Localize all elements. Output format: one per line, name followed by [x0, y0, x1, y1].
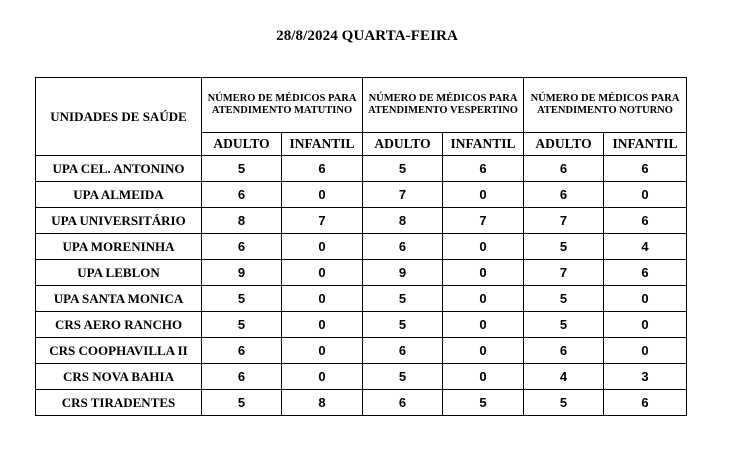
- count-cell: 8: [282, 390, 363, 416]
- sub-header-child: INFANTIL: [443, 133, 524, 156]
- table-row: [36, 182, 687, 208]
- sub-header-child: INFANTIL: [604, 133, 687, 156]
- count-cell: 9: [363, 260, 443, 286]
- count-cell: 6: [363, 338, 443, 364]
- count-cell: 6: [604, 390, 687, 416]
- count-cell: 7: [524, 260, 604, 286]
- sub-header-child: INFANTIL: [282, 133, 363, 156]
- unit-name-cell: UPA UNIVERSITÁRIO: [36, 208, 202, 234]
- count-cell: 0: [282, 182, 363, 208]
- count-cell: 0: [604, 182, 687, 208]
- count-cell: 5: [202, 312, 282, 338]
- table-row: [36, 338, 687, 364]
- page-title: 28/8/2024 QUARTA-FEIRA: [276, 28, 458, 44]
- unit-name-cell: CRS COOPHAVILLA II: [36, 338, 202, 364]
- unit-name-cell: UPA ALMEIDA: [36, 182, 202, 208]
- count-cell: 7: [363, 182, 443, 208]
- count-cell: 5: [443, 390, 524, 416]
- count-cell: 0: [604, 312, 687, 338]
- count-cell: 0: [443, 338, 524, 364]
- count-cell: 8: [363, 208, 443, 234]
- count-cell: 0: [443, 182, 524, 208]
- count-cell: 0: [443, 286, 524, 312]
- unit-name-cell: UPA CEL. ANTONINO: [36, 156, 202, 182]
- count-cell: 6: [524, 156, 604, 182]
- unit-name-cell: CRS TIRADENTES: [36, 390, 202, 416]
- count-cell: 0: [282, 338, 363, 364]
- count-cell: 7: [282, 208, 363, 234]
- count-cell: 5: [363, 156, 443, 182]
- count-cell: 5: [524, 234, 604, 260]
- count-cell: 5: [202, 156, 282, 182]
- sub-header-adult: ADULTO: [524, 133, 604, 156]
- count-cell: 7: [524, 208, 604, 234]
- unit-name-cell: UPA LEBLON: [36, 260, 202, 286]
- night-shift-header: NÚMERO DE MÉDICOS PARA ATENDIMENTO NOTURNO: [524, 78, 687, 133]
- count-cell: 6: [363, 234, 443, 260]
- count-cell: 6: [202, 234, 282, 260]
- unit-name-cell: CRS NOVA BAHIA: [36, 364, 202, 390]
- count-cell: 5: [524, 312, 604, 338]
- header-row: [36, 78, 687, 133]
- table-row: [36, 156, 687, 182]
- count-cell: 5: [363, 364, 443, 390]
- count-cell: 5: [202, 390, 282, 416]
- count-cell: 0: [443, 312, 524, 338]
- count-cell: 0: [443, 260, 524, 286]
- unit-column-header: UNIDADES DE SAÚDE: [36, 78, 202, 156]
- table-row: [36, 286, 687, 312]
- count-cell: 5: [363, 286, 443, 312]
- count-cell: 6: [202, 338, 282, 364]
- count-cell: 0: [282, 364, 363, 390]
- count-cell: 0: [282, 286, 363, 312]
- count-cell: 0: [282, 234, 363, 260]
- sub-header-adult: ADULTO: [363, 133, 443, 156]
- table-row: [36, 390, 687, 416]
- count-cell: 8: [202, 208, 282, 234]
- table-row: [36, 208, 687, 234]
- count-cell: 5: [363, 312, 443, 338]
- sub-header-adult: ADULTO: [202, 133, 282, 156]
- count-cell: 0: [282, 312, 363, 338]
- count-cell: 4: [524, 364, 604, 390]
- count-cell: 6: [202, 364, 282, 390]
- count-cell: 6: [363, 390, 443, 416]
- count-cell: 9: [202, 260, 282, 286]
- count-cell: 5: [524, 390, 604, 416]
- count-cell: 6: [443, 156, 524, 182]
- count-cell: 4: [604, 234, 687, 260]
- count-cell: 0: [443, 234, 524, 260]
- count-cell: 5: [524, 286, 604, 312]
- doctors-schedule-table: [35, 77, 687, 416]
- count-cell: 6: [604, 208, 687, 234]
- unit-name-cell: CRS AERO RANCHO: [36, 312, 202, 338]
- count-cell: 6: [524, 338, 604, 364]
- count-cell: 6: [604, 156, 687, 182]
- table-row: [36, 234, 687, 260]
- table-row: [36, 260, 687, 286]
- count-cell: 3: [604, 364, 687, 390]
- count-cell: 6: [202, 182, 282, 208]
- unit-name-cell: UPA MORENINHA: [36, 234, 202, 260]
- morning-shift-header: NÚMERO DE MÉDICOS PARA ATENDIMENTO MATUTINO: [202, 78, 363, 133]
- table-row: [36, 312, 687, 338]
- count-cell: 5: [202, 286, 282, 312]
- count-cell: 6: [604, 260, 687, 286]
- count-cell: 0: [604, 286, 687, 312]
- count-cell: 0: [443, 364, 524, 390]
- count-cell: 6: [282, 156, 363, 182]
- count-cell: 0: [282, 260, 363, 286]
- unit-name-cell: UPA SANTA MONICA: [36, 286, 202, 312]
- count-cell: 6: [524, 182, 604, 208]
- table-row: [36, 364, 687, 390]
- count-cell: 7: [443, 208, 524, 234]
- count-cell: 0: [604, 338, 687, 364]
- afternoon-shift-header: NÚMERO DE MÉDICOS PARA ATENDIMENTO VESPERTINO: [363, 78, 524, 133]
